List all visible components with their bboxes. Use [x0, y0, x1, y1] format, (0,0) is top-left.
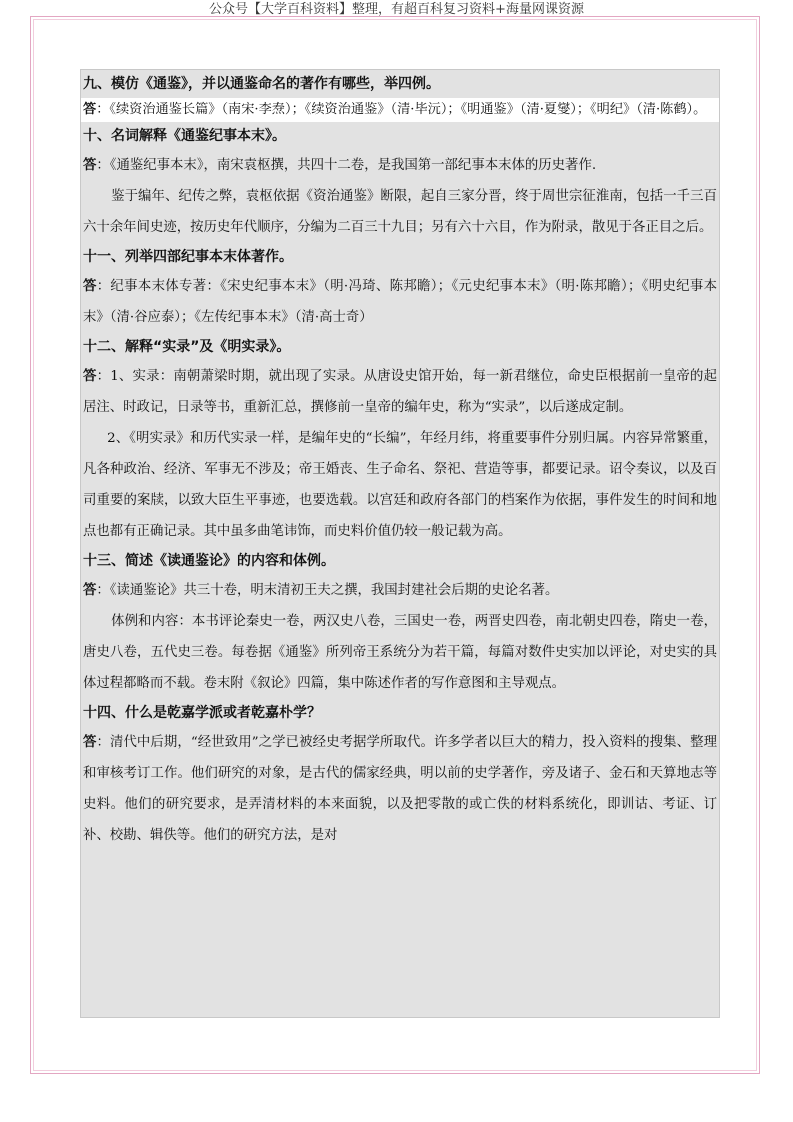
answer-13-text: ：《读通鉴论》共三十卷，明末清初王夫之撰，我国封建社会后期的史论名著。 — [96, 583, 559, 598]
answer-12 — [81, 361, 719, 423]
question-14: 十四、什么是乾嘉学派或者乾嘉朴学？ — [83, 705, 321, 721]
answer-11-text: ：纪事本末体专著：《宋史纪事本末》（明·冯琦、陈邦瞻）；《元史纪事本末》（明·陈邦瞻）；《明史纪事本末》（清·谷应泰）；《左传纪事本末》（清·高士奇） — [83, 279, 718, 325]
document-content — [80, 69, 720, 1018]
answer-9 — [81, 98, 719, 122]
answer-10-para2: 鉴于编年、纪传之弊，袁枢依据《资治通鉴》断限，起自三家分晋，终于周世宗征淮南，包括一千三百六十余年间史迹，按历史年代顺序，分编为二百三十九目；另有六十六目，作为附录，散见于各正目之后。 — [83, 189, 717, 235]
question-10: 十、名词解释《通鉴纪事本末》。 — [83, 128, 286, 144]
answer-14-text: ：清代中后期，“经世致用”之学已被经史考据学所取代。许多学者以巨大的精力，投入资料的搜集、整理和审核考订工作。他们研究的对象，是古代的儒家经典，明以前的史学著作，旁及诸子、金石和天算地志等史料。他们的研究要求，是弄清材料的本来面貌，以及把零散的或亡佚的材料系统化，即训诂、考证、订补、校勘、辑佚等。他们的研究方法，是对 — [83, 735, 717, 843]
answer-label: 答 — [83, 735, 97, 750]
question-9: 九、模仿《通鉴》，并以通鉴命名的著作有哪些，举四例。 — [83, 76, 440, 92]
answer-14 — [81, 727, 719, 851]
answer-label: 答 — [83, 279, 97, 294]
answer-13 — [81, 575, 719, 606]
answer-label: 答 — [83, 583, 97, 598]
answer-10-text: ：《通鉴纪事本末》，南宋袁枢撰，共四十二卷，是我国第一部纪事本末体的历史著作. — [96, 158, 597, 173]
answer-11 — [81, 271, 719, 333]
answer-label: 答 — [83, 369, 97, 384]
question-12: 十二、解释“实录”及《明实录》。 — [83, 339, 291, 355]
question-13: 十三、简述《读通鉴论》的内容和体例。 — [83, 553, 335, 569]
answer-13-para2: 体例和内容：本书评论秦史一卷，两汉史八卷，三国史一卷，两晋史四卷，南北朝史四卷，隋史一卷，唐史八卷，五代史三卷。每卷据《通鉴》所列帝王系统分为若干篇，每篇对数件史实加以评论，对史实的具体过程都略而不载。卷末附《叙论》四篇，集中陈述作者的写作意图和主导观点。 — [83, 614, 717, 691]
answer-12-text: ：1、实录：南朝萧梁时期，就出现了实录。从唐设史馆开始，每一新君继位，命史臣根据前一皇帝的起居注、时政记，日录等书，重新汇总，撰修前一皇帝的编年史，称为“实录”，以后遂成定制。 — [83, 369, 717, 415]
question-11: 十一、列举四部纪事本末体著作。 — [83, 249, 293, 265]
answer-9-text: ：《续资治通鉴长篇》（南宋·李焘）；《续资治通鉴》（清·毕沅）；《明通鉴》（清·夏燮）；《明纪》（清·陈鹤）。 — [96, 102, 707, 117]
answer-label: 答 — [83, 102, 97, 117]
answer-12-para2: 2、《明实录》和历代实录一样，是编年史的“长编”，年经月纬，将重要事件分别归属。内容异常繁重，凡各种政治、经济、军事无不涉及；帝王婚丧、生子命名、祭祀、营造等事，都要记录。诏令奏议，以及百司重要的案牍，以致大臣生平事迹，也要选载。以宫廷和政府各部门的档案作为依据，事件发生的时间和地点也都有正确记录。其中虽多曲笔讳饰，而史料价值仍较一般记载为高。 — [83, 431, 717, 539]
page-header: 公众号【大学百科资料】整理，有超百科复习资料+海量网课资源 — [209, 2, 584, 17]
answer-label: 答 — [83, 158, 97, 173]
answer-10 — [81, 150, 719, 181]
